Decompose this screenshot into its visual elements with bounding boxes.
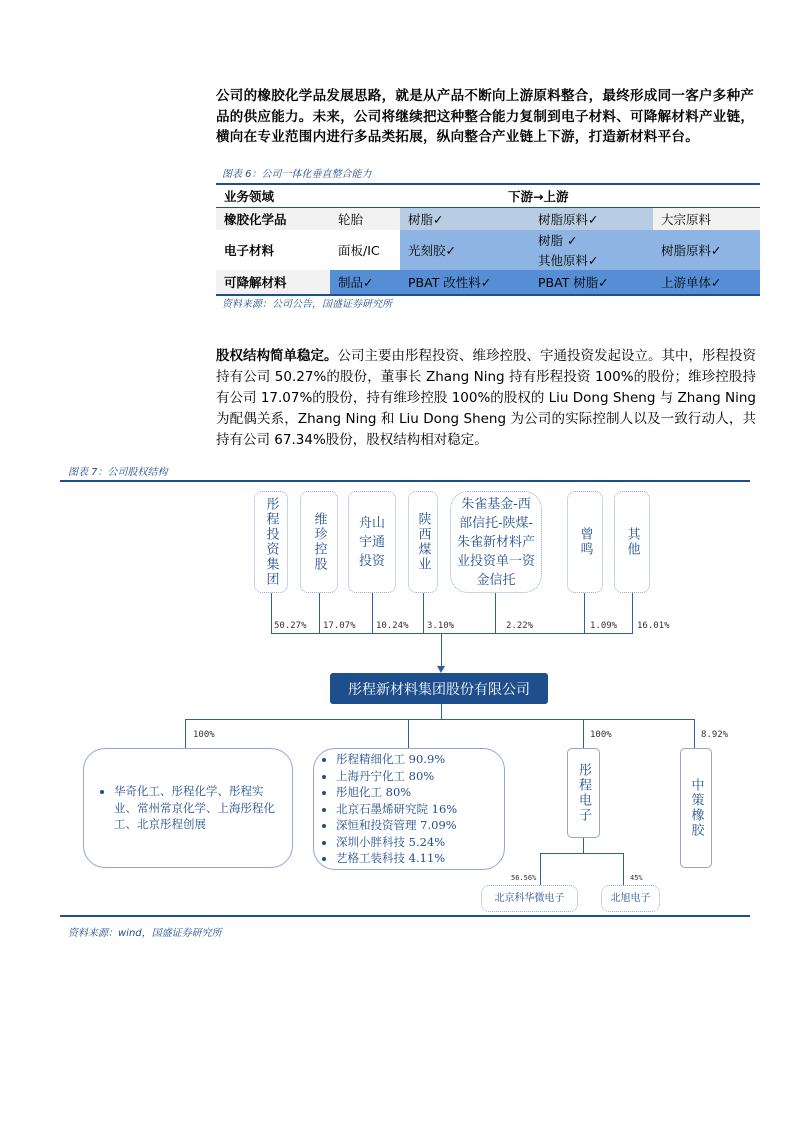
subsidiary-list-item: • 艺格工装科技 4.11% — [336, 850, 457, 867]
shareholder-box: 曾鸣 — [567, 491, 603, 593]
subsidiary-list-item: • 彤旭化工 80% — [336, 784, 457, 801]
share-pct: 3.10% — [427, 621, 455, 631]
table-cell: 树脂原料✓ — [538, 212, 599, 227]
row-label: 电子材料 — [224, 243, 275, 258]
share-pct: 17.07% — [323, 621, 356, 631]
subsidiary-list-item: • 彤程精细化工 90.9% — [336, 751, 457, 768]
subsidiary-list-item: • 华奇化工、彤程化学、彤程实业、常州常京化学、上海彤程化工、北京彤程创展 — [114, 783, 280, 833]
shareholder-box: 朱雀基金-西部信托-陕煤-朱雀新材料产业投资单一资金信托 — [450, 491, 542, 593]
table-cell: PBAT 树脂✓ — [538, 275, 609, 290]
subsidiary-box-b — [313, 748, 505, 870]
row-label: 可降解材料 — [224, 275, 287, 290]
table-cell: 其他原料✓ — [538, 253, 599, 268]
share-pct: 16.01% — [637, 621, 670, 631]
subsidiary-list-item: • 深恒和投资管理 7.09% — [336, 817, 457, 834]
subsidiary-box-c: 彤程电子 — [567, 748, 600, 838]
share-pct: 1.09% — [590, 621, 618, 631]
ownership-paragraph — [216, 346, 756, 451]
subsidiary-list-item: • 深圳小胖科技 5.24% — [336, 834, 457, 851]
shareholder-box: 彤程投资集团 — [254, 491, 288, 593]
intro-paragraph: 公司的橡胶化学品发展思路，就是从产品不断向上游原料整合，最终形成同一客户多种产品的供应能力。未来，公司将继续把这种整合能力复制到电子材料、可降解材料产业链，横向在专业范围内进行多品类拓展，纵向整合产业链上下游，打造新材料平台。 — [216, 88, 755, 145]
figure7-source: 资料来源：wind，国盛证券研究所 — [68, 928, 222, 939]
subsidiary-list-item: • 北京石墨烯研究院 16% — [336, 801, 457, 818]
sub-pct: 100% — [193, 730, 215, 740]
table-cell: 树脂✓ — [408, 212, 444, 227]
figure7-caption: 图表 7：公司股权结构 — [68, 467, 168, 478]
subsidiary-bus-line — [185, 719, 695, 720]
sub-pct: 100% — [590, 730, 612, 740]
figure6-caption: 图表 6：公司一体化垂直整合能力 — [222, 169, 372, 180]
sub-pct: 56.56% — [511, 874, 537, 882]
share-pct: 50.27% — [274, 621, 307, 631]
figure7-top-rule — [60, 480, 750, 482]
table-cell: 树脂 ✓ — [538, 233, 578, 248]
grandchild-box: 北旭电子 — [601, 885, 660, 912]
sub-pct: 45% — [630, 874, 643, 882]
paragraph-body: 公司主要由彤程投资、维珍控股、宇通投资发起设立。其中，彤程投资持有公司 50.27%的股份，董事长 Zhang Ning 持有彤程投资 100%的股份；维珍控股持有公司 17.07%的股份，持有维珍控股 100%的股权的 Liu Dong Sheng 与 Zhang Ning 为配偶关系，Zhang Ning 和 Liu Dong Sheng 为公司的实际控制人以及一致行动人，共持有公司 67.34%股份，股权结构相对稳定。 — [216, 348, 756, 448]
subsidiary-list-item: • 上海丹宁化工 80% — [336, 768, 457, 785]
shareholder-box: 陕西煤业 — [408, 491, 438, 593]
share-pct: 10.24% — [376, 621, 409, 631]
table-header-domain: 业务领域 — [224, 189, 275, 204]
row-label: 橡胶化学品 — [224, 212, 287, 227]
company-box: 彤程新材料集团股份有限公司 — [330, 673, 548, 704]
table-cell: PBAT 改性料✓ — [408, 275, 492, 290]
table-cell: 光刻胶✓ — [408, 243, 456, 258]
table-cell: 轮胎 — [338, 212, 364, 227]
paragraph-lead: 股权结构简单稳定。 — [216, 348, 338, 364]
table-header-direction: 下游→上游 — [508, 189, 569, 204]
grandchild-box: 北京科华微电子 — [481, 885, 578, 912]
table-cell: 树脂原料✓ — [661, 243, 722, 258]
table-cell: 上游单体✓ — [661, 275, 722, 290]
shareholder-bus-line — [271, 633, 633, 634]
shareholder-box: 舟山宇通投资 — [348, 491, 396, 593]
sub-pct: 8.92% — [701, 730, 729, 740]
figure7-bottom-rule — [60, 915, 750, 917]
table-cell: 大宗原料 — [661, 212, 712, 227]
table-cell: 面板/IC — [338, 243, 380, 258]
table-cell: 制品✓ — [338, 275, 374, 290]
shareholder-box: 维珍控股 — [300, 491, 338, 593]
arrow-down-icon — [437, 666, 445, 673]
figure6-source: 资料来源：公司公告，国盛证券研究所 — [222, 299, 392, 310]
share-pct: 2.22% — [506, 621, 534, 631]
subsidiary-box-a — [83, 748, 293, 868]
subsidiary-box-d: 中策橡胶 — [680, 748, 712, 868]
shareholder-box: 其他 — [614, 491, 650, 593]
